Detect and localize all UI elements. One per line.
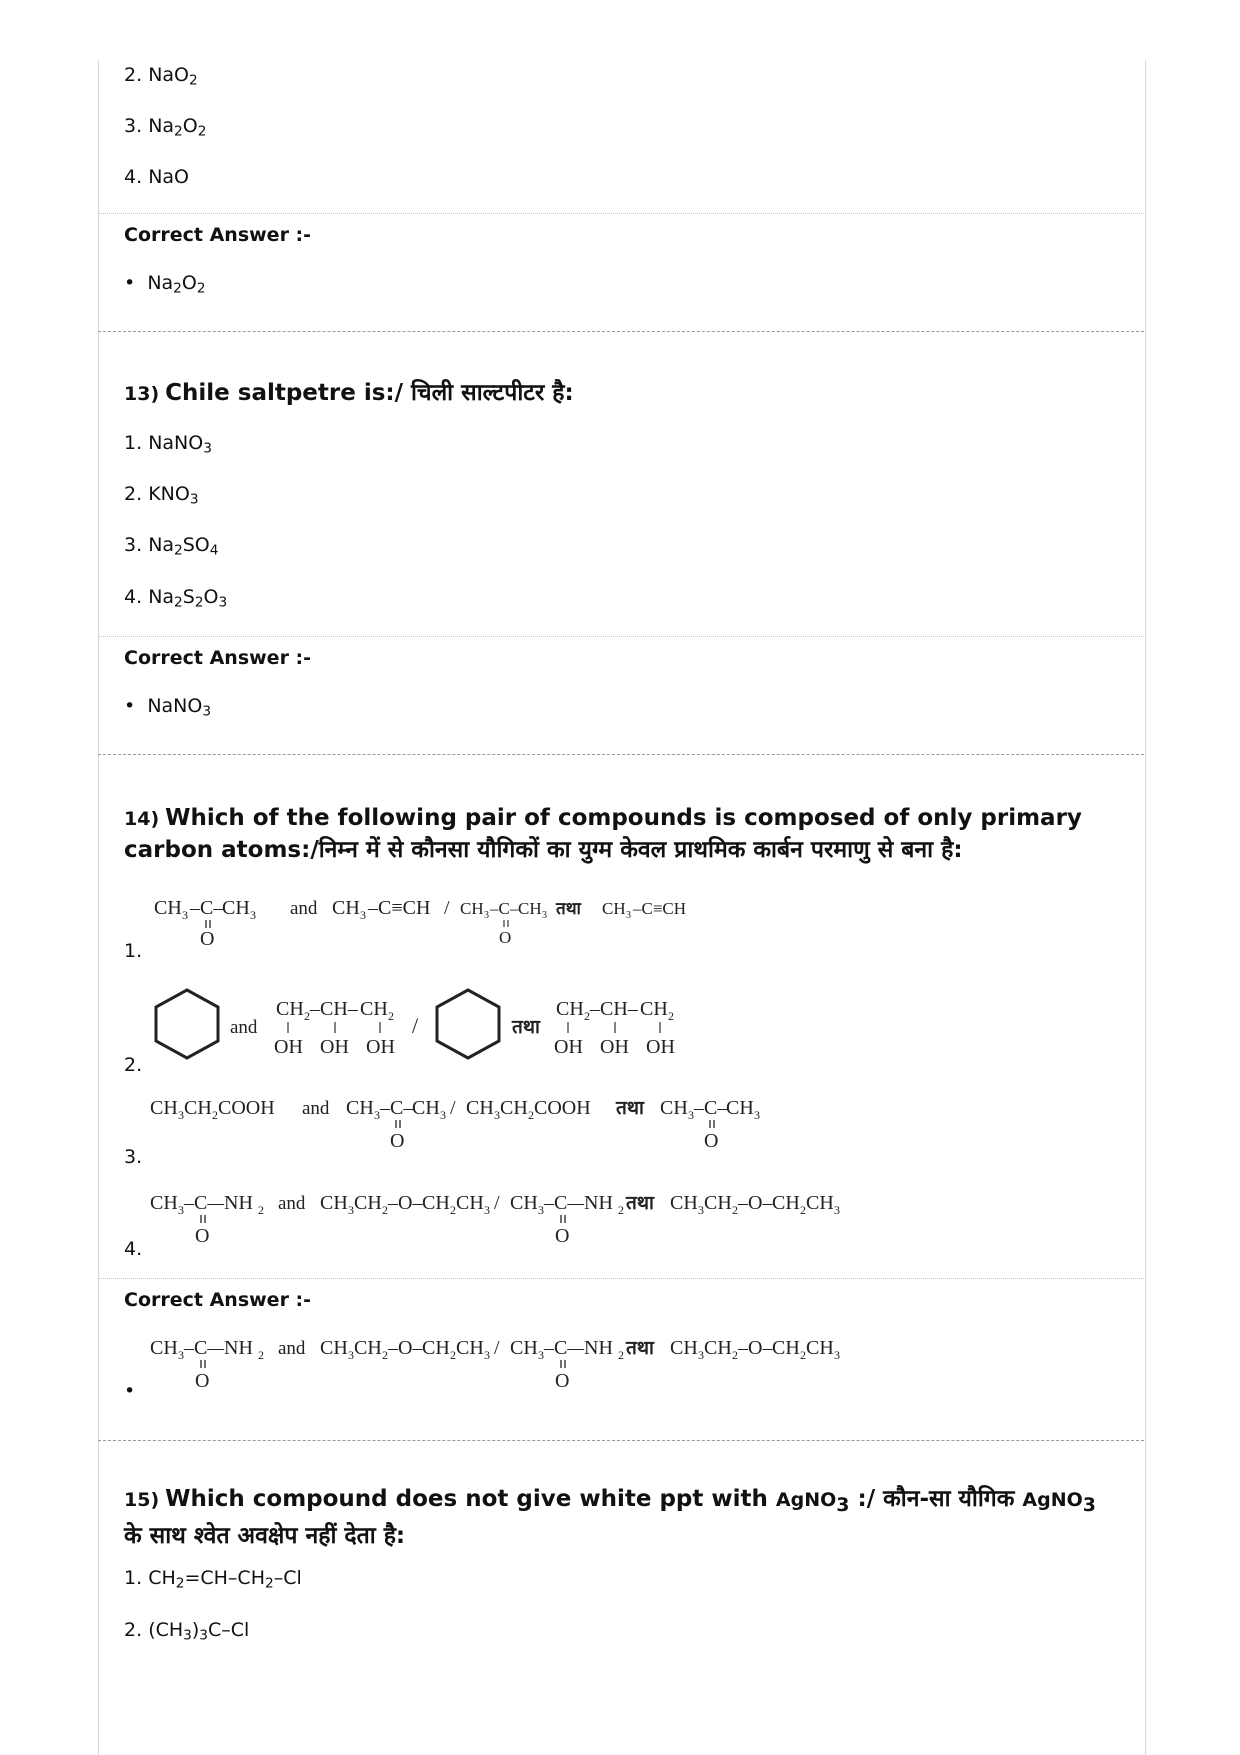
svg-text:CH: CH — [602, 899, 626, 918]
svg-text:–NH: –NH — [574, 1192, 613, 1214]
svg-text:3: 3 — [542, 910, 547, 921]
svg-text:CH: CH — [276, 998, 304, 1020]
svg-text:/: / — [412, 1013, 419, 1038]
svg-text:2: 2 — [258, 1203, 264, 1217]
svg-text:3: 3 — [538, 1203, 544, 1217]
svg-text:CH: CH — [704, 1337, 732, 1359]
svg-text:CH: CH — [510, 1337, 538, 1359]
svg-text:2: 2 — [304, 1009, 310, 1023]
svg-text:3: 3 — [484, 1203, 490, 1217]
svg-text:2: 2 — [732, 1348, 738, 1362]
question-14-text: 14) Which of the following pair of compounds is composed of only primary carbon atoms:/निम्न में से कौनसा यौगिकों का युग्म केवल प्राथमिक कार्बन परमाणु से बना है: — [124, 805, 1082, 863]
svg-text:3: 3 — [834, 1348, 840, 1362]
q13-option-2[interactable]: 2. $KNO_3$ — [124, 483, 199, 508]
q12-option-2[interactable]: 2. NaO$_2$ — [124, 64, 198, 89]
svg-text:–O–: –O– — [738, 1192, 773, 1214]
q13-option-1[interactable]: 1. NaNO$_3$ — [124, 432, 212, 457]
svg-text:/: / — [494, 1192, 500, 1214]
svg-text:OH: OH — [320, 1036, 349, 1058]
svg-text:COOH: COOH — [534, 1097, 591, 1119]
svg-text:CH: CH — [184, 1097, 212, 1119]
q12-option-3[interactable]: 3. $Na_2O_2$ — [124, 115, 207, 140]
svg-text:2: 2 — [212, 1108, 218, 1122]
svg-text:3: 3 — [178, 1108, 184, 1122]
question-separator — [98, 1440, 1144, 1441]
svg-text:and: and — [230, 1017, 258, 1038]
answer-bullet: • — [124, 1380, 136, 1402]
svg-text:OH: OH — [600, 1036, 629, 1058]
svg-text:CH: CH — [466, 1097, 494, 1119]
svg-text:2: 2 — [382, 1348, 388, 1362]
svg-text:CH: CH — [150, 1337, 178, 1359]
q14-option-2[interactable]: 2. — [124, 1054, 143, 1076]
svg-text:CH: CH — [150, 1192, 178, 1214]
q14-answer-structure — [150, 1330, 930, 1395]
svg-text:–O–: –O– — [738, 1337, 773, 1359]
svg-text:3: 3 — [178, 1203, 184, 1217]
svg-text:2: 2 — [800, 1348, 806, 1362]
svg-text:OH: OH — [554, 1036, 583, 1058]
svg-text:O: O — [195, 1370, 210, 1392]
svg-text:3: 3 — [834, 1203, 840, 1217]
q15-option-2[interactable]: 2. $(CH_3)_3C-Cl$ — [124, 1619, 250, 1644]
q14-option-4[interactable]: 4. — [124, 1238, 143, 1260]
correct-answer-value: • NaNO$_3$ — [124, 695, 212, 720]
svg-text:CH: CH — [806, 1192, 834, 1214]
svg-text:3: 3 — [440, 1108, 446, 1122]
svg-text:O: O — [195, 1225, 210, 1247]
svg-text:CH: CH — [460, 899, 484, 918]
svg-text:CH: CH — [510, 1192, 538, 1214]
svg-text:CH: CH — [222, 897, 250, 919]
svg-text:तथा: तथा — [512, 1016, 540, 1038]
svg-text:CH: CH — [660, 1097, 688, 1119]
svg-text:3: 3 — [754, 1108, 760, 1122]
svg-text:CH: CH — [422, 1192, 450, 1214]
svg-text:3: 3 — [538, 1348, 544, 1362]
svg-text:–CH–: –CH– — [590, 998, 638, 1020]
svg-text:/: / — [444, 897, 450, 919]
svg-text:3: 3 — [348, 1203, 354, 1217]
svg-text:O: O — [555, 1370, 570, 1392]
svg-text:–NH: –NH — [214, 1192, 253, 1214]
svg-text:3: 3 — [698, 1203, 704, 1217]
svg-text:–C–: –C– — [694, 1097, 728, 1119]
q13-option-4[interactable]: 4. $Na_2S_2O_3$ — [124, 586, 228, 611]
svg-text:and: and — [278, 1338, 306, 1359]
q14-option-3[interactable]: 3. — [124, 1146, 143, 1168]
svg-text:/: / — [450, 1097, 456, 1119]
svg-text:3: 3 — [494, 1108, 500, 1122]
svg-text:–O–: –O– — [388, 1337, 423, 1359]
svg-text:3: 3 — [484, 910, 489, 921]
cyclohexane-ring — [156, 990, 218, 1058]
svg-text:तथा: तथा — [616, 1097, 644, 1119]
q14-option-2-structure — [150, 985, 710, 1065]
svg-text:CH: CH — [320, 1192, 348, 1214]
svg-text:2: 2 — [528, 1108, 534, 1122]
correct-answer-label: Correct Answer :- — [124, 647, 312, 669]
svg-text:–C–: –C– — [184, 1192, 218, 1214]
svg-text:–C–: –C– — [544, 1192, 578, 1214]
svg-text:and: and — [290, 898, 318, 919]
svg-text:COOH: COOH — [218, 1097, 275, 1119]
q14-option-3-structure — [150, 1090, 830, 1160]
svg-text:3: 3 — [250, 908, 256, 922]
svg-text:2: 2 — [800, 1203, 806, 1217]
svg-text:तथा: तथा — [626, 1192, 654, 1214]
svg-text:CH: CH — [670, 1192, 698, 1214]
svg-text:OH: OH — [646, 1036, 675, 1058]
svg-text:3: 3 — [626, 910, 631, 921]
svg-text:O: O — [499, 928, 512, 947]
svg-text:CH: CH — [806, 1337, 834, 1359]
svg-text:CH: CH — [500, 1097, 528, 1119]
q13-option-3[interactable]: 3. $Na_2SO_4$ — [124, 534, 219, 559]
svg-text:तथा: तथा — [626, 1337, 654, 1359]
svg-text:CH: CH — [422, 1337, 450, 1359]
question-separator — [98, 331, 1144, 332]
svg-text:3: 3 — [178, 1348, 184, 1362]
svg-text:CH: CH — [772, 1192, 800, 1214]
svg-text:CH: CH — [456, 1192, 484, 1214]
svg-text:2: 2 — [618, 1348, 624, 1362]
divider — [98, 1278, 1144, 1279]
svg-text:O: O — [200, 928, 215, 950]
svg-text:CH: CH — [346, 1097, 374, 1119]
svg-text:–C≡CH: –C≡CH — [633, 899, 687, 918]
svg-text:3: 3 — [688, 1108, 694, 1122]
cyclohexane-ring — [437, 990, 499, 1058]
svg-text:2: 2 — [668, 1009, 674, 1023]
correct-answer-value: • $Na_2O_2$ — [124, 272, 206, 297]
svg-text:2: 2 — [388, 1009, 394, 1023]
svg-text:CH: CH — [518, 899, 542, 918]
svg-text:O: O — [390, 1130, 405, 1152]
svg-text:CH: CH — [320, 1337, 348, 1359]
svg-text:CH: CH — [640, 998, 668, 1020]
svg-text:OH: OH — [274, 1036, 303, 1058]
svg-text:/: / — [494, 1337, 500, 1359]
q14-option-1-structure — [150, 890, 710, 950]
svg-text:2: 2 — [382, 1203, 388, 1217]
svg-text:–NH: –NH — [214, 1337, 253, 1359]
question-13-text: 13) Chile saltpetre is:/ चिली साल्टपीटर है: — [124, 380, 574, 406]
svg-text:CH: CH — [704, 1192, 732, 1214]
svg-text:–NH: –NH — [574, 1337, 613, 1359]
svg-text:–C–: –C– — [490, 899, 519, 918]
question-separator — [98, 754, 1144, 755]
svg-text:–C–: –C– — [184, 1337, 218, 1359]
svg-text:–C≡CH: –C≡CH — [368, 897, 431, 919]
svg-text:2: 2 — [450, 1348, 456, 1362]
svg-text:and: and — [278, 1193, 306, 1214]
q12-option-4[interactable]: 4. NaO — [124, 166, 189, 188]
svg-text:OH: OH — [366, 1036, 395, 1058]
svg-text:3: 3 — [484, 1348, 490, 1362]
divider — [98, 636, 1144, 637]
svg-text:and: and — [302, 1098, 330, 1119]
formula-text: CH — [154, 897, 182, 919]
correct-answer-label: Correct Answer :- — [124, 1289, 312, 1311]
svg-text:–C–: –C– — [190, 897, 224, 919]
q14-option-1[interactable]: 1. — [124, 940, 143, 962]
svg-text:2: 2 — [258, 1348, 264, 1362]
svg-text:CH: CH — [332, 897, 360, 919]
question-15-text: 15) Which compound does not give white ppt with AgNO$_3$ :/ कौन-सा यौगिक AgNO$_3$ के साथ श्वेत अवक्षेप नहीं देता है: — [124, 1486, 1097, 1549]
q15-option-1[interactable]: 1. $CH_2=CH-CH_2-Cl$ — [124, 1567, 302, 1592]
svg-text:तथा: तथा — [556, 899, 581, 919]
svg-text:–C–: –C– — [544, 1337, 578, 1359]
correct-answer-label: Correct Answer :- — [124, 224, 312, 246]
svg-text:–CH–: –CH– — [310, 998, 358, 1020]
svg-text:O: O — [555, 1225, 570, 1247]
svg-text:O: O — [704, 1130, 719, 1152]
svg-text:CH: CH — [150, 1097, 178, 1119]
svg-text:3: 3 — [698, 1348, 704, 1362]
svg-text:3: 3 — [360, 908, 366, 922]
svg-text:3: 3 — [348, 1348, 354, 1362]
divider — [98, 213, 1144, 214]
svg-text:CH: CH — [412, 1097, 440, 1119]
svg-text:CH: CH — [354, 1192, 382, 1214]
svg-text:CH: CH — [772, 1337, 800, 1359]
svg-text:2: 2 — [450, 1203, 456, 1217]
svg-text:3: 3 — [182, 908, 188, 922]
svg-text:2: 2 — [618, 1203, 624, 1217]
svg-text:–O–: –O– — [388, 1192, 423, 1214]
svg-text:CH: CH — [360, 998, 388, 1020]
svg-text:–C–: –C– — [380, 1097, 414, 1119]
svg-text:2: 2 — [732, 1203, 738, 1217]
svg-text:CH: CH — [354, 1337, 382, 1359]
svg-text:CH: CH — [456, 1337, 484, 1359]
svg-text:2: 2 — [584, 1009, 590, 1023]
q14-option-4-structure — [150, 1185, 930, 1250]
svg-text:CH: CH — [556, 998, 584, 1020]
svg-text:CH: CH — [670, 1337, 698, 1359]
svg-text:3: 3 — [374, 1108, 380, 1122]
svg-text:CH: CH — [726, 1097, 754, 1119]
